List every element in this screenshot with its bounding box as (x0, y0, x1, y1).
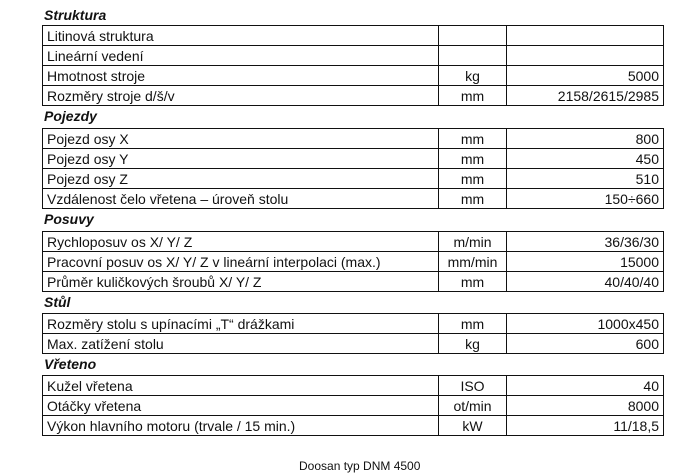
table-row (43, 129, 664, 149)
param-label: Pojezd osy Y (43, 149, 439, 169)
table-row (43, 169, 664, 189)
value-cell: 450 (507, 149, 664, 169)
caption: Doosan typ DNM 4500 (299, 459, 421, 473)
param-label: Rozměry stroje d/š/v (43, 86, 439, 106)
unit-cell: mm (439, 149, 507, 169)
table-row (43, 66, 664, 86)
value-cell: 800 (507, 129, 664, 149)
spec-table (42, 375, 664, 436)
value-cell (507, 26, 664, 46)
param-label: Rychloposuv os X/ Y/ Z (43, 232, 439, 252)
value-cell: 2158/2615/2985 (507, 86, 664, 106)
table-row (43, 149, 664, 169)
value-cell: 600 (507, 334, 664, 354)
value-cell: 15000 (507, 252, 664, 272)
unit-cell: mm/min (439, 252, 507, 272)
spec-table (42, 231, 664, 292)
table-row (43, 189, 664, 209)
unit-cell: mm (439, 129, 507, 149)
param-label: Pojezd osy X (43, 129, 439, 149)
unit-cell: mm (439, 86, 507, 106)
table-row (43, 396, 664, 416)
table-row (43, 376, 664, 396)
value-cell: 40 (507, 376, 664, 396)
section-title: Struktura (44, 7, 107, 23)
section-title: Posuvy (44, 211, 94, 227)
param-label: Kužel vřetena (43, 376, 439, 396)
table-row (43, 86, 664, 106)
unit-cell (439, 46, 507, 66)
param-label: Rozměry stolu s upínacími „T“ drážkami (43, 314, 439, 334)
param-label: Otáčky vřetena (43, 396, 439, 416)
table-row (43, 232, 664, 252)
unit-cell: ISO (439, 376, 507, 396)
unit-cell (439, 26, 507, 46)
section-title: Pojezdy (44, 108, 97, 124)
unit-cell: mm (439, 314, 507, 334)
param-label: Průměr kuličkových šroubů X/ Y/ Z (43, 272, 439, 292)
table-row (43, 314, 664, 334)
table-row (43, 26, 664, 46)
table-row (43, 46, 664, 66)
value-cell: 11/18,5 (507, 416, 664, 436)
value-cell (507, 46, 664, 66)
value-cell: 40/40/40 (507, 272, 664, 292)
param-label: Pojezd osy Z (43, 169, 439, 189)
param-label: Litinová struktura (43, 26, 439, 46)
param-label: Vzdálenost čelo vřetena – úroveň stolu (43, 189, 439, 209)
value-cell: 1000x450 (507, 314, 664, 334)
value-cell: 150÷660 (507, 189, 664, 209)
table-row (43, 272, 664, 292)
table-row (43, 252, 664, 272)
value-cell: 36/36/30 (507, 232, 664, 252)
unit-cell: m/min (439, 232, 507, 252)
spec-table (42, 313, 664, 354)
value-cell: 8000 (507, 396, 664, 416)
unit-cell: kW (439, 416, 507, 436)
value-cell: 5000 (507, 66, 664, 86)
spec-table (42, 25, 664, 106)
table-row (43, 334, 664, 354)
unit-cell: mm (439, 272, 507, 292)
unit-cell: kg (439, 66, 507, 86)
param-label: Pracovní posuv os X/ Y/ Z v lineární interpolaci (max.) (43, 252, 439, 272)
section-title: Vřeteno (44, 356, 97, 372)
param-label: Lineární vedení (43, 46, 439, 66)
unit-cell: mm (439, 189, 507, 209)
unit-cell: kg (439, 334, 507, 354)
value-cell: 510 (507, 169, 664, 189)
unit-cell: ot/min (439, 396, 507, 416)
unit-cell: mm (439, 169, 507, 189)
table-row (43, 416, 664, 436)
param-label: Hmotnost stroje (43, 66, 439, 86)
spec-table (42, 128, 664, 209)
param-label: Max. zatížení stolu (43, 334, 439, 354)
section-title: Stůl (44, 294, 71, 310)
param-label: Výkon hlavního motoru (trvale / 15 min.) (43, 416, 439, 436)
